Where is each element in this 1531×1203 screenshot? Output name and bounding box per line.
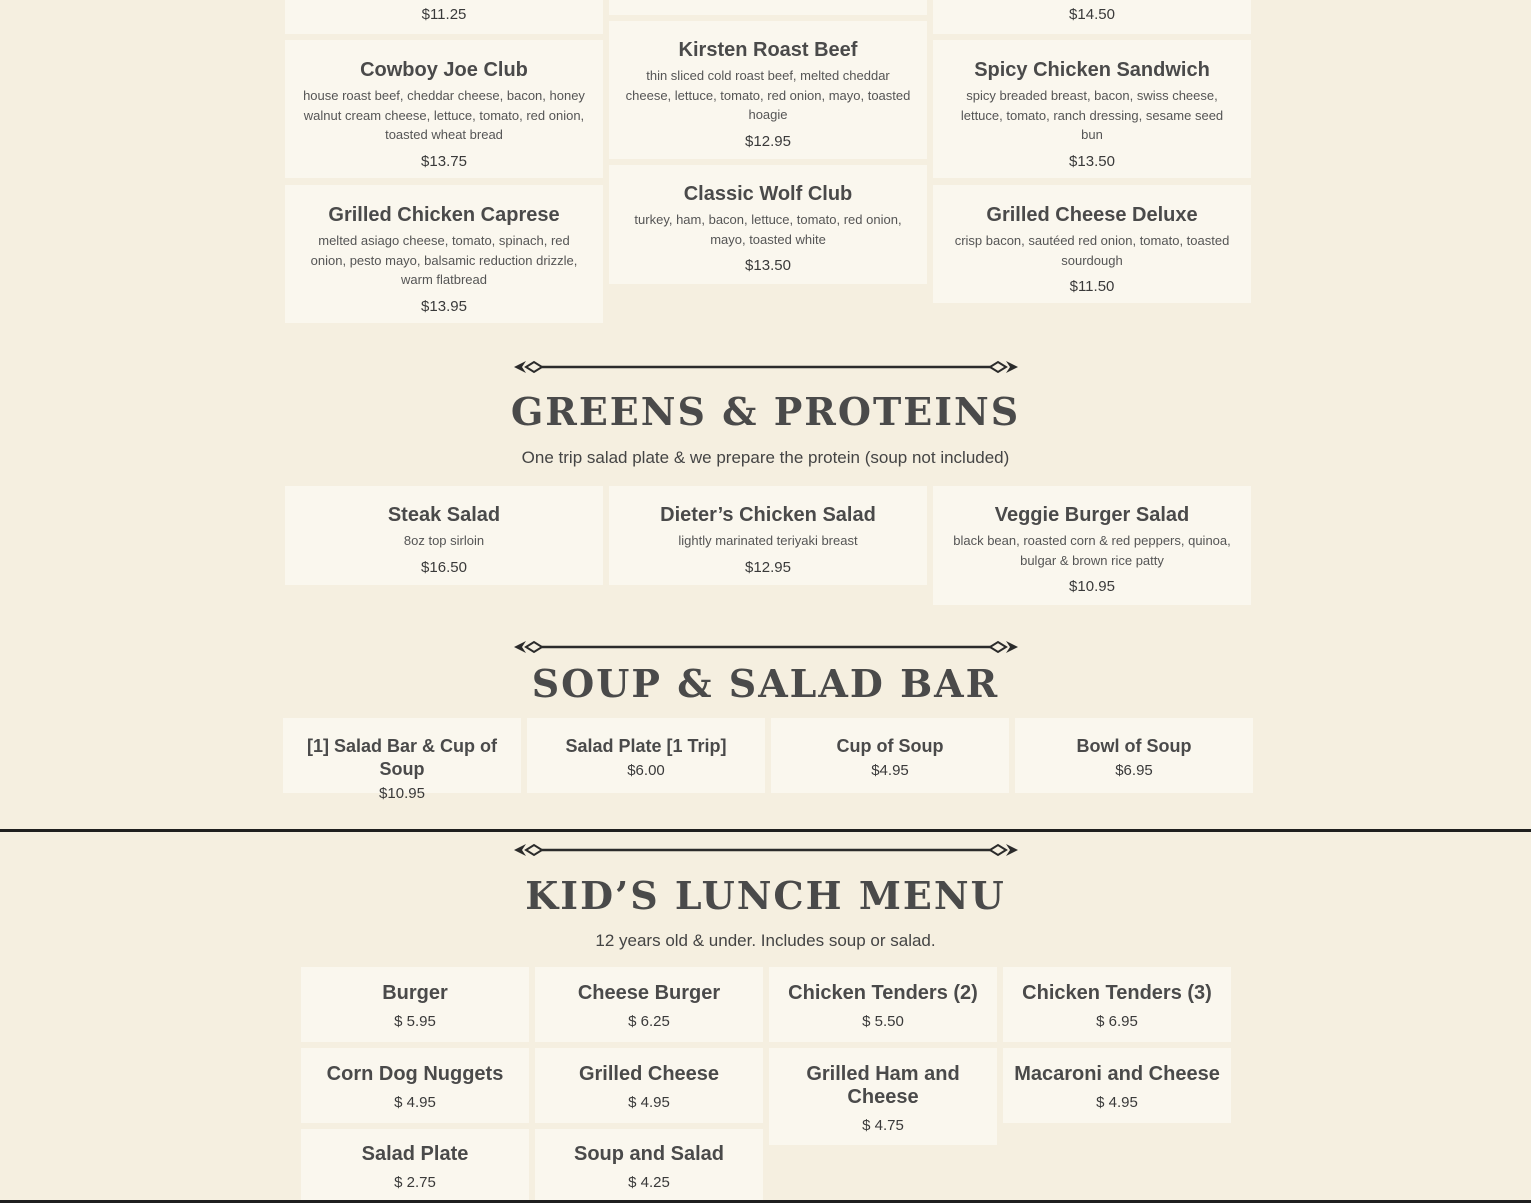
item-price: $12.95 (745, 132, 791, 150)
item-price: $6.00 (627, 762, 665, 779)
item-price: $ 4.95 (394, 1094, 436, 1111)
menu-item-card (285, 40, 603, 178)
item-name: Salad Plate (361, 1143, 469, 1165)
item-name: Bowl of Soup (1076, 736, 1192, 756)
section-title: KID’S LUNCH MENU (525, 873, 1006, 918)
menu-item-card (285, 185, 603, 323)
item-name: Burger (382, 982, 448, 1004)
section-subtitle: 12 years old & under. Includes soup or salad. (595, 931, 936, 950)
item-price: $13.95 (421, 297, 467, 315)
item-name: Soup and Salad (573, 1143, 725, 1165)
item-price: $ 4.75 (862, 1117, 904, 1134)
item-price: $13.50 (745, 257, 791, 274)
item-name: Veggie Burger Salad (994, 504, 1190, 526)
item-description: turkey, ham, bacon, lettuce, tomato, red onion, mayo, toasted white (634, 212, 902, 247)
item-name: Grilled Cheese (578, 1063, 720, 1085)
item-price: $13.50 (1069, 152, 1115, 170)
item-price: $14.50 (1069, 6, 1115, 23)
menu-item-card (527, 718, 765, 793)
menu-item-card (1003, 1048, 1231, 1123)
item-description: black bean, roasted corn & red peppers, quinoa, bulgar & brown rice patty (953, 533, 1231, 568)
item-name: Grilled Ham and Cheese (806, 1063, 960, 1108)
item-name: Cheese Burger (577, 982, 721, 1004)
menu-item-card (535, 1048, 763, 1123)
item-name: Steak Salad (387, 504, 501, 526)
item-name: [1] Salad Bar & Cup of Soup (306, 736, 498, 779)
item-price: $6.95 (1115, 762, 1153, 779)
menu-item-card (769, 967, 997, 1042)
item-name: Spicy Chicken Sandwich (974, 59, 1210, 81)
item-name: Dieter’s Chicken Salad (660, 504, 876, 526)
item-description: lightly marinated teriyaki breast (678, 533, 858, 548)
item-description: melted asiago cheese, tomato, spinach, red onion, pesto mayo, balsamic reduction drizzle, warm flatbread (310, 233, 578, 287)
item-name: Classic Wolf Club (683, 183, 853, 205)
menu-item-card (933, 486, 1251, 605)
item-price: $ 4.95 (628, 1094, 670, 1111)
item-description: 8oz top sirloin (403, 533, 485, 548)
menu-item-card (609, 165, 927, 284)
item-name: Grilled Chicken Caprese (328, 204, 560, 226)
menu-item-card (771, 718, 1009, 793)
item-price: $ 2.75 (394, 1174, 436, 1191)
menu-item-card (933, 0, 1251, 34)
menu-item-card (933, 40, 1251, 178)
item-description: crisp bacon, sautéed red onion, tomato, toasted sourdough (954, 233, 1230, 268)
item-name: Salad Plate [1 Trip] (565, 736, 727, 756)
menu-item-card (1015, 718, 1253, 793)
item-price: $ 4.95 (1096, 1094, 1138, 1111)
ornamental-divider (514, 639, 1018, 655)
menu-item-card (301, 1129, 529, 1203)
item-name: Macaroni and Cheese (1014, 1063, 1220, 1085)
menu-item-card (301, 1048, 529, 1123)
item-price: $11.25 (421, 6, 467, 23)
item-price: $16.50 (421, 558, 467, 576)
menu-item-card (285, 0, 603, 34)
item-description: thin sliced cold roast beef, melted cheddar cheese, lettuce, tomato, red onion, mayo, toasted hoagie (625, 68, 911, 122)
item-name: Kirsten Roast Beef (678, 39, 858, 61)
item-name: Chicken Tenders (3) (1022, 982, 1212, 1004)
item-price: $ 6.95 (1096, 1013, 1138, 1030)
section-title: SOUP & SALAD BAR (531, 661, 1000, 706)
menu-item-card (535, 967, 763, 1042)
item-description: spicy breaded breast, bacon, swiss cheese, lettuce, tomato, ranch dressing, sesame seed bun (960, 88, 1224, 142)
menu-item-card (609, 0, 927, 15)
menu-item-card (301, 967, 529, 1042)
item-price: $10.95 (1069, 578, 1115, 595)
item-name: Grilled Cheese Deluxe (986, 204, 1198, 226)
item-name: Cup of Soup (836, 736, 944, 756)
menu-item-card (535, 1129, 763, 1203)
item-price: $ 6.25 (628, 1013, 670, 1030)
section-rule (0, 829, 1531, 832)
item-price: $13.75 (421, 152, 467, 170)
menu-item-card (609, 21, 927, 159)
item-price: $4.95 (871, 762, 909, 779)
section-title: GREENS & PROTEINS (510, 389, 1021, 434)
item-name: Cowboy Joe Club (360, 59, 528, 81)
menu-item-card (933, 185, 1251, 303)
menu-item-card (285, 486, 603, 585)
menu-item-card (609, 486, 927, 585)
item-price: $12.95 (745, 558, 791, 576)
menu-item-card (769, 1048, 997, 1145)
item-price: $ 5.50 (862, 1013, 904, 1030)
item-price: $ 5.95 (394, 1013, 436, 1030)
item-name: Chicken Tenders (2) (788, 982, 978, 1004)
item-description: house roast beef, cheddar cheese, bacon, honey walnut cream cheese, lettuce, tomato, red onion, toasted wheat bread (303, 88, 585, 142)
item-price: $10.95 (379, 785, 425, 802)
ornamental-divider (514, 842, 1018, 858)
ornamental-divider (514, 359, 1018, 375)
menu-item-card (1003, 967, 1231, 1042)
item-name: Corn Dog Nuggets (326, 1063, 504, 1085)
menu-item-card (283, 718, 521, 802)
item-price: $11.50 (1069, 278, 1115, 295)
item-price: $ 4.25 (628, 1174, 670, 1191)
section-subtitle: One trip salad plate & we prepare the protein (soup not included) (521, 448, 1010, 467)
